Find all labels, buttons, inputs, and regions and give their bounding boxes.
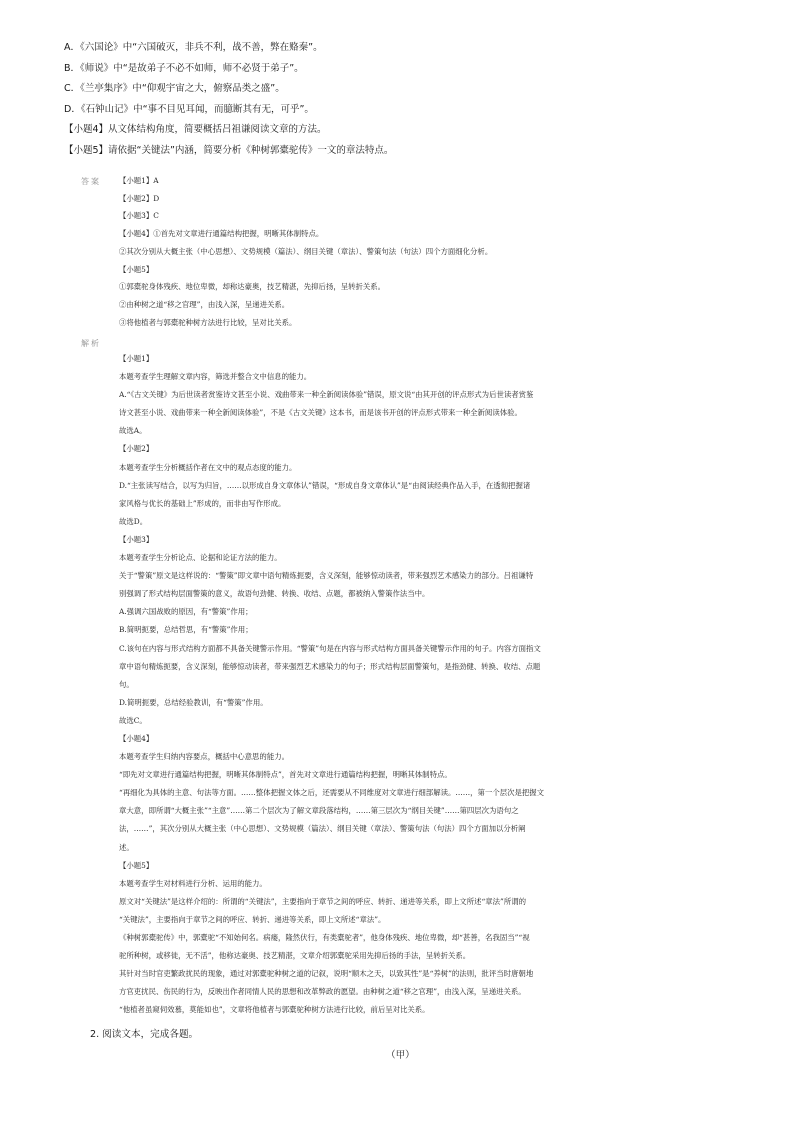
answer-line: ①郭橐驼身体残疾、地位卑微，却称达豪奥，技艺精湛，先抑后扬，呈转折关系。: [119, 282, 386, 292]
explanation-line: 句。: [119, 679, 134, 689]
explanation-line: 原文对“关键法”是这样介绍的：所谓的“关键法”，主要指向于章节之间的呼应、转折、递进等关系，即上文所述“章法”所谓的: [119, 896, 526, 906]
question-4-prompt: 【小题4】从文体结构角度，简要概括吕祖谦阅读文章的方法。: [64, 124, 327, 136]
explanation-block: [119, 350, 711, 1019]
explanation-line: “即先对文章进行通篇结构把握，明晰其体制特点”，首先对文章进行通篇结构把握，明晰其体制特点。: [119, 770, 452, 780]
explanation-line: B.简明扼要，总结哲思，有“警策”作用；: [119, 625, 253, 635]
answer-label: 答案: [81, 177, 101, 186]
answer-line: 【小题4】①首先对文章进行通篇结构把握，明晰其体制特点。: [119, 229, 324, 239]
explanation-line: “再细化为具体的主意、句法等方面。……整体把握文体之后，还需要从不同维度对文章进行细部解读。……，第一个层次是把握文: [119, 788, 545, 798]
explanation-line: 【小题5】: [119, 860, 154, 870]
explanation-line: 故选A。: [119, 426, 147, 436]
question-options: [64, 38, 744, 162]
answer-line: ③将他植者与郭橐驼种树方法进行比较，呈对比关系。: [119, 317, 297, 327]
explanation-line: 本题考查学生归纳内容要点，概括中心意思的能力。: [119, 752, 289, 762]
explanation-line: 【小题3】: [119, 534, 154, 544]
explanation-line: 法，……”，其次分别从大概主张（中心思想）、文势规模（篇法）、纲目关键（章法）、警策句法（句法）四个方面加以分析阐: [119, 824, 526, 834]
section-mark: （甲）: [386, 1050, 415, 1061]
explanation-line: D.“主张读写结合，以写为归旨，……以形成自身文章体认”错误，“形成自身文章体认”是“由阅读经典作品入手，在透彻把握诸: [119, 480, 531, 490]
question-5-prompt: 【小题5】请依据“关键法”内涵，简要分析《种树郭橐驼传》一文的章法特点。: [64, 144, 394, 156]
answer-line: 【小题2】D: [119, 193, 160, 203]
explanation-line: 章中语句精炼扼要，含义深刻，能够惊动读者，带来强烈艺术感染力的句子；形式结构层面警策句，是指劲健、转换、收结、点题: [119, 661, 541, 671]
explanation-line: 故选D。: [119, 516, 148, 526]
answer-line: ②其次分别从大概主张（中心思想）、文势规模（篇法）、纲目关键（章法）、警策句法（句法）四个方面细化分析。: [119, 246, 493, 256]
explanation-line: D.简明扼要，总结经验教训，有“警策”作用。: [119, 697, 268, 707]
answer-block: [119, 172, 719, 331]
answer-line: 【小题1】A: [119, 176, 159, 185]
explanation-line: 故选C。: [119, 715, 147, 725]
answer-line: 【小题5】: [119, 264, 154, 274]
explanation-line: 家风格与优长的基础上”形成的，而非由写作形成。: [119, 498, 286, 508]
explanation-line: 关于“警策”原文是这样说的：“警策”即文章中语句精炼扼要，含义深刻，能够惊动读者，带来强烈艺术感染力的部分。吕祖谦特: [119, 571, 534, 581]
explanation-line: 【小题4】: [119, 733, 154, 743]
explanation-line: 本题考查学生分析概括作者在文中的观点态度的能力。: [119, 462, 297, 472]
explanation-line: A.“《古文关键》为后世读者赏鉴诗文甚至小说、戏曲带来一种全新阅读体验”错误，原文说“由其开创的评点形式为后世读者赏鉴: [119, 390, 534, 400]
explanation-line: 【小题2】: [119, 444, 154, 454]
explanation-line: 诗文甚至小说、戏曲带来一种全新阅读体验”，不是《古文关键》这本书，而是该书开创的评点形式带来一种全新阅读体验。: [119, 408, 522, 418]
option-b: B．《师说》中“是故弟子不必不如师，师不必贤于弟子”。: [64, 62, 304, 74]
explanation-line: 方官吏扰民、伤民的行为，反映出作者同情人民的思想和改革弊政的愿望。由种树之道“移之官理”，由浅入深，呈递进关系。: [119, 987, 526, 997]
option-a: A．《六国论》中“六国破灭，非兵不利，战不善，弊在赂秦”。: [64, 42, 323, 53]
explanation-line: C.该句在内容与形式结构方面都不具备关键警示作用。“警策”句是在内容与形式结构方面具备关键警示作用的句子。内容方面指文: [119, 643, 541, 653]
explanation-line: 驼所种树，或移徙，无不活”，他称达豪奥、技艺精湛，文章介绍郭橐驼采用先抑后扬的手法，呈转折关系。: [119, 951, 471, 961]
option-d: D．《石钟山记》中“事不目见耳闻，而臆断其有无，可乎”。: [64, 103, 314, 115]
explanation-line: 本题考查学生理解文章内容，筛选并整合文中信息的能力。: [119, 372, 312, 382]
explanation-line: “他植者虽窥伺效慕，莫能如也”，文章将他植者与郭橐驼种树方法进行比较，前后呈对比关系。: [119, 1005, 430, 1015]
explanation-line: 其针对当时官吏繁政扰民的现象，通过对郭橐驼种树之道的记叙，说明“顺木之天，以致其性”是“养树”的法则，批评当时唐朝地: [119, 969, 534, 979]
explanation-line: 章大意，即所谓“大概主张”“主意”……第二个层次为了解文章段落结构，……第三层次为“纲目关键”……第四层次为语句之: [119, 806, 519, 816]
explanation-line: 别强调了形式结构层面警策的意义，故语句劲健、转换、收结、点题，都被纳入警策作法当中。: [119, 589, 430, 599]
answer-line: ②由种树之道“移之官理”，由浅入深，呈递进关系。: [119, 299, 290, 309]
explanation-line: 述。: [119, 842, 134, 852]
explanation-line: 本题考查学生分析论点、论据和论证方法的能力。: [119, 553, 282, 563]
answer-line: 【小题3】C: [119, 211, 159, 221]
explanation-line: 本题考查学生对材料进行分析、运用的能力。: [119, 878, 267, 888]
explanation-line: 【小题1】: [119, 354, 154, 363]
explanation-line: 《种树郭橐驼传》中，郭橐驼“不知始何名。病瘘，隆然伏行，有类橐驼者”，他身体残疾、地位卑微，却“甚善，名我固当”“视: [119, 933, 530, 942]
option-c: C．《兰亭集序》中“仰观宇宙之大，俯察品类之盛”。: [64, 83, 285, 95]
explanation-label: 解析: [81, 339, 101, 348]
explanation-line: A.强调六国战败的原因，有“警策”作用；: [119, 607, 253, 617]
explanation-line: “关键法”，主要指向于章节之间的呼应、转折、递进等关系，即上文所述“章法”。: [119, 914, 386, 924]
next-question-heading: 2. 阅读文本，完成各题。: [90, 1029, 199, 1040]
